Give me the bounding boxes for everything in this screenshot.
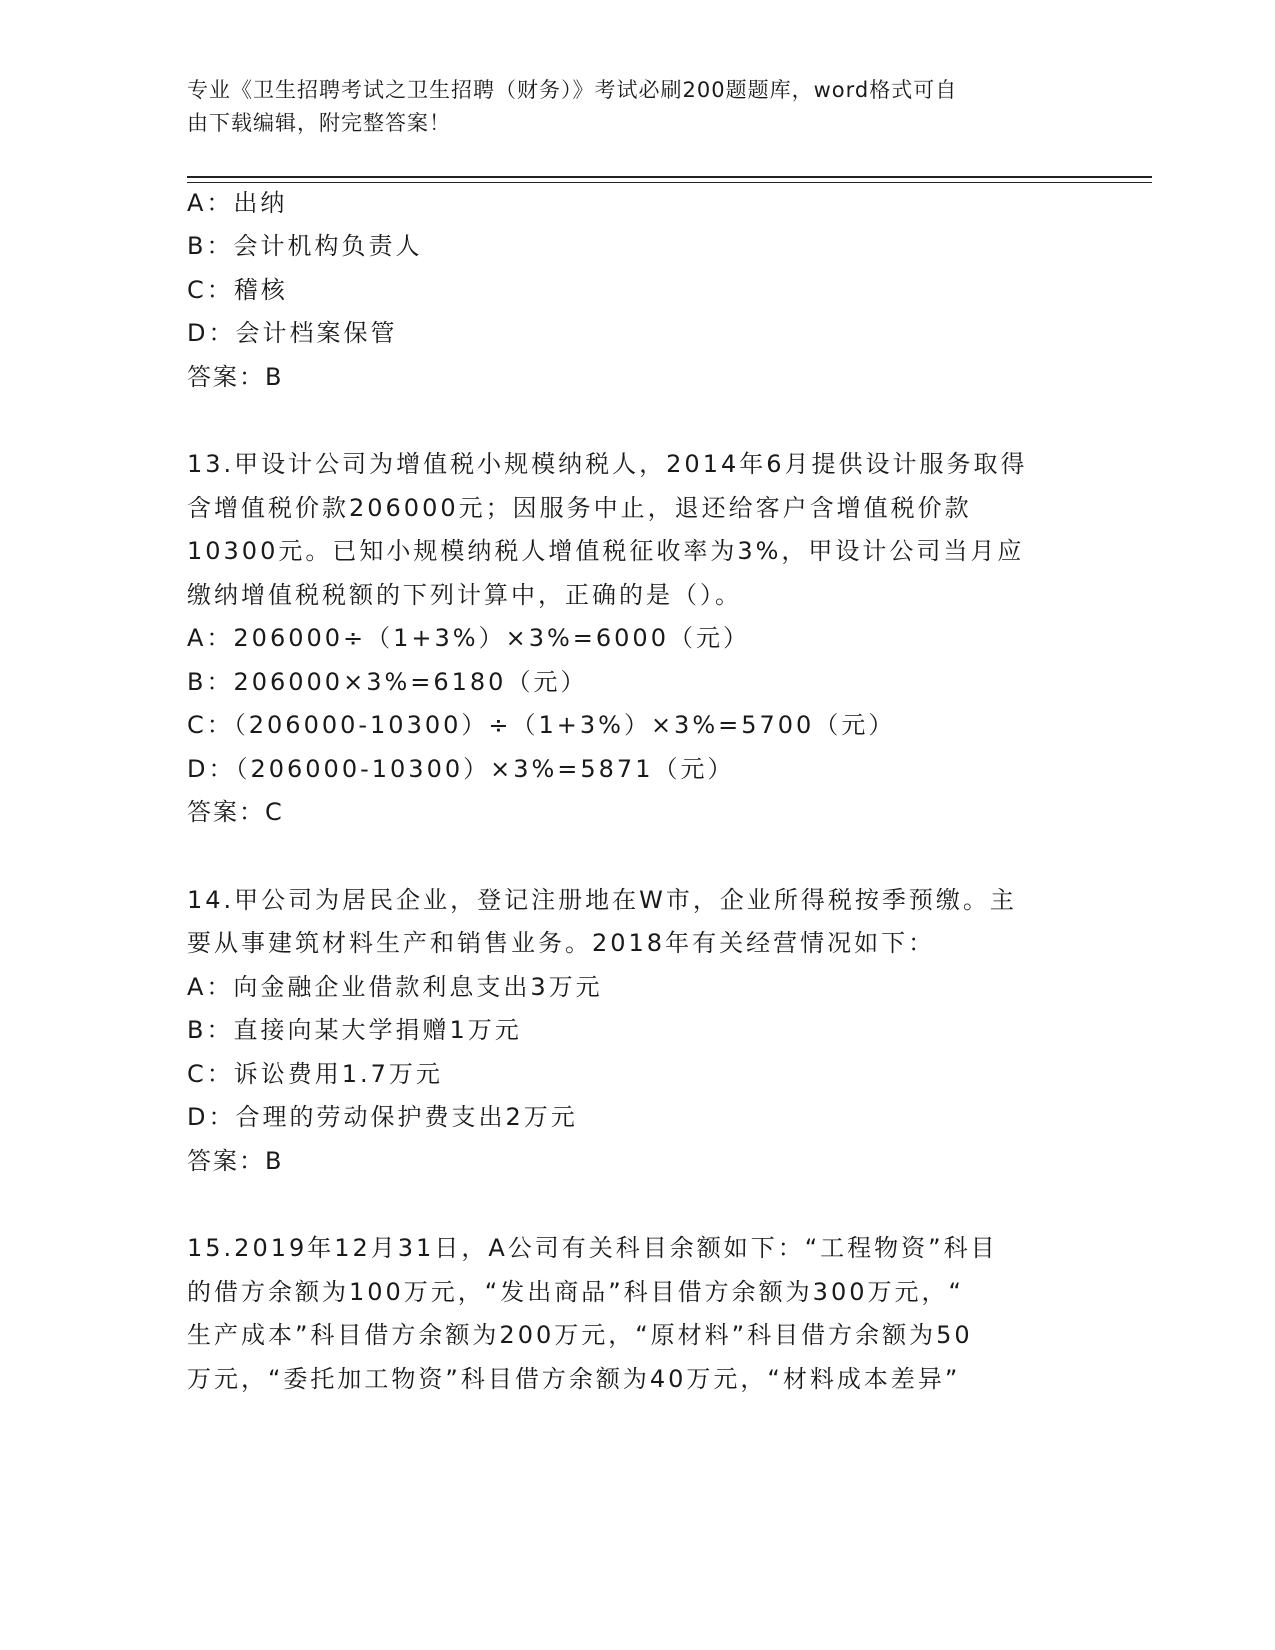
q12-option-c: C：稽核 [187, 276, 288, 304]
q14-stem-line-1: 14.甲公司为居民企业，登记注册地在W市，企业所得税按季预缴。主 [187, 886, 1017, 914]
q15-stem-line-2: 的借方余额为100万元，“发出商品”科目借方余额为300万元，“ [187, 1278, 964, 1306]
header-divider [187, 176, 1152, 178]
q13-option-b: B：206000×3%=6180（元） [187, 668, 588, 696]
q15-stem-line-1: 15.2019年12月31日，A公司有关科目余额如下：“工程物资”科目 [187, 1234, 998, 1262]
q14-option-a: A：向金融企业借款利息支出3万元 [187, 973, 603, 1001]
q13-option-a: A：206000÷（1+3%）×3%=6000（元） [187, 624, 750, 652]
q15-stem-line-4: 万元，“委托加工物资”科目借方余额为40万元，“材料成本差异” [187, 1365, 961, 1393]
q12-option-d: D：会计档案保管 [187, 319, 398, 347]
q13-stem-line-4: 缴纳增值税税额的下列计算中，正确的是（）。 [187, 581, 742, 609]
q13-answer: 答案：C [187, 798, 284, 826]
q12-answer: 答案：B [187, 363, 284, 391]
document-header [187, 74, 1067, 140]
q13-option-d: D：（206000-10300）×3%=5871（元） [187, 755, 735, 783]
q12-option-b: B：会计机构负责人 [187, 232, 423, 260]
q14-option-c: C：诉讼费用1.7万元 [187, 1060, 443, 1088]
q13-option-c: C：（206000-10300）÷（1+3%）×3%=5700（元） [187, 711, 896, 739]
q14-answer: 答案：B [187, 1147, 284, 1175]
q14-stem-line-2: 要从事建筑材料生产和销售业务。2018年有关经营情况如下： [187, 929, 936, 957]
q14-option-b: B：直接向某大学捐赠1万元 [187, 1016, 522, 1044]
q15-stem-line-3: 生产成本”科目借方余额为200万元，“原材料”科目借方余额为50 [187, 1321, 973, 1349]
q13-stem-line-1: 13.甲设计公司为增值税小规模纳税人，2014年6月提供设计服务取得 [187, 450, 1028, 478]
q13-stem-line-3: 10300元。已知小规模纳税人增值税征收率为3%，甲设计公司当月应 [187, 537, 1025, 565]
q12-option-a: A：出纳 [187, 189, 288, 217]
q14-option-d: D：合理的劳动保护费支出2万元 [187, 1103, 578, 1131]
header-divider-thin [187, 182, 1152, 183]
header-line-1: 专业《卫生招聘考试之卫生招聘（财务）》考试必刷200题题库，word格式可自 [187, 78, 958, 102]
q13-stem-line-2: 含增值税价款206000元；因服务中止，退还给客户含增值税价款 [187, 494, 972, 522]
header-line-2: 由下载编辑，附完整答案！ [187, 111, 451, 135]
